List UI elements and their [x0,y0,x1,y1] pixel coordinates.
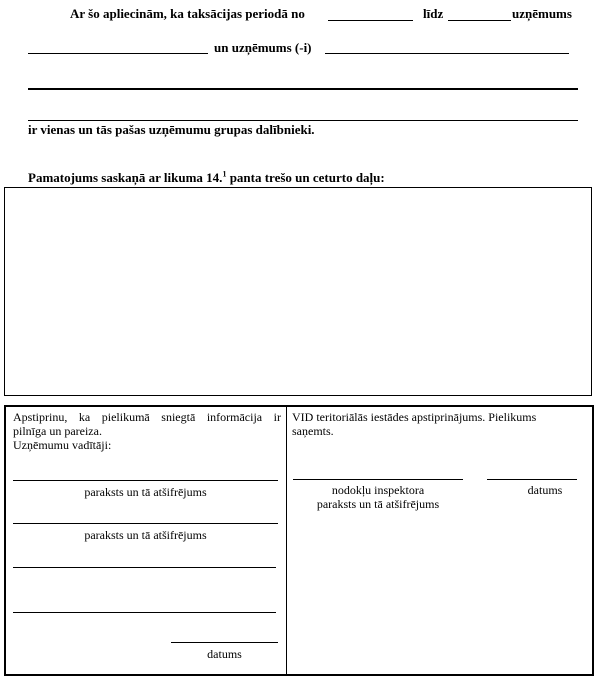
signature-line-2[interactable] [13,523,278,524]
companies-blank-3[interactable] [28,120,578,121]
companies-blank-1[interactable] [325,53,569,54]
date-line-right[interactable] [487,479,577,480]
justification-label: Pamatojums saskaņā ar likuma 14.$^1$ panta trešo un ceturto daļu: [28,169,385,185]
inspector-caption: nodokļu inspektora [331,483,425,497]
left-confirm-text-a: Apstiprinu, ka pielikumā sniegtā informācija ir [13,410,281,424]
left-managers-label: Uzņēmumu vadītāji: [13,438,112,452]
statement-and-companies: un uzņēmums (-i) [214,40,312,55]
statement-until: līdz [423,6,444,21]
inspector-signature-line[interactable] [293,479,463,480]
company-name-blank[interactable] [28,53,208,54]
date-line-left[interactable] [171,642,278,643]
statement-company: uzņēmums [512,6,572,21]
period-from-blank[interactable] [328,20,413,21]
statement-prefix: Ar šo apliecinām, ka taksācijas periodā no [70,6,305,21]
statement-group-members: ir vienas un tās pašas uzņēmumu grupas dalībnieki. [28,122,315,137]
right-vid-text-a: VID teritoriālās iestādes apstiprinājums. Pielikums [292,410,537,424]
signature-caption-2: paraksts un tā atšifrējums [84,528,207,542]
period-to-blank[interactable] [448,20,511,21]
signature-line-1[interactable] [13,480,278,481]
section-divider [286,405,287,676]
signature-caption-1: paraksts un tā atšifrējums [84,485,207,499]
right-vid-text-b: saņemts. [292,424,334,438]
signature-line-4[interactable] [13,612,276,613]
justification-textbox[interactable] [4,187,592,396]
date-caption-left: datums [207,647,242,661]
inspector-caption-2: paraksts un tā atšifrējums [316,497,440,511]
left-confirm-text-b: pilnīga un pareiza. [13,424,102,438]
companies-blank-2[interactable] [28,88,578,90]
date-caption-right: datums [527,483,563,497]
signature-line-3[interactable] [13,567,276,568]
